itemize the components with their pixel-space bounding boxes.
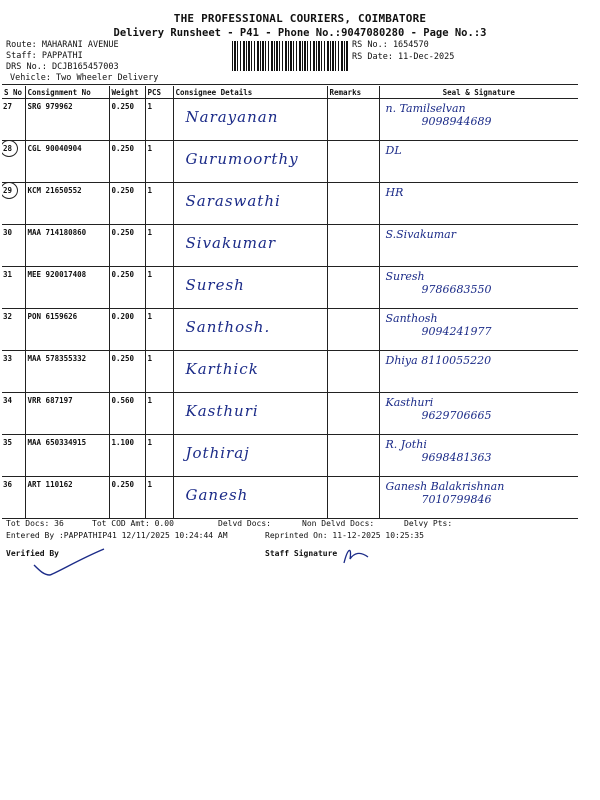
remarks-cell [327,267,379,309]
verified-by-label: Verified By [6,549,59,558]
consignment-no: MAA 578355332 [27,354,87,363]
staff-label: Staff: PAPPATHI [6,51,83,61]
col-header-sno: S No [2,86,25,99]
col-header-consignment: Consignment No [25,86,109,99]
drs-number: DRS No.: DCJB165457003 [6,62,119,72]
reprinted-on: Reprinted On: 11-12-2025 10:25:35 [265,531,424,540]
signature-text: Kasthuri [385,396,434,409]
row-sno: 30 [3,228,13,237]
signature-cell [379,183,578,225]
row-sno: 36 [3,480,13,489]
remarks-cell [327,99,379,141]
delivered-docs: Delvd Docs: [218,519,271,528]
header-rule [2,84,578,85]
entered-by: Entered By :PAPPATHIP41 12/11/2025 10:24:44 AM [6,531,228,540]
signature-cell [379,99,578,141]
weight: 0.200 [111,312,135,321]
col-header-weight: Weight [109,86,145,99]
pcs: 1 [147,312,153,321]
signature-cell [379,351,578,393]
remarks-cell [327,351,379,393]
pcs: 1 [147,102,153,111]
consignee-name: Saraswathi [185,192,281,210]
consignee-name: Ganesh [185,486,249,504]
pcs: 1 [147,354,153,363]
signature-text: R. Jothi [385,438,427,451]
signature-text: Ganesh Balakrishnan [385,480,505,493]
staff-signature-label: Staff Signature [265,549,338,558]
consignment-no: MEE 920017408 [27,270,87,279]
signature-text: HR [385,186,404,199]
signature-cell [379,309,578,351]
consignee-name: Gurumoorthy [185,150,299,168]
total-docs: Tot Docs: 36 [6,519,64,528]
weight: 0.250 [111,354,135,363]
table-header-row [2,86,578,99]
total-cod-amount: Tot COD Amt: 0.00 [92,519,174,528]
consignment-no: MAA 714180860 [27,228,87,237]
consignment-no: VRR 687197 [27,396,73,405]
signature-text: S.Sivakumar [385,228,456,241]
weight: 0.250 [111,186,135,195]
signature-text: Suresh [385,270,425,283]
row-sno: 28 [3,144,13,153]
signature-phone: 9698481363 [421,451,492,464]
signature-cell [379,141,578,183]
consignment-no: ART 110162 [27,480,73,489]
weight: 0.250 [111,102,135,111]
remarks-cell [327,309,379,351]
row-sno: 32 [3,312,13,321]
row-sno: 31 [3,270,13,279]
signature-cell [379,435,578,477]
consignee-name: Kasthuri [185,402,259,420]
row-sno: 34 [3,396,13,405]
barcode [232,41,348,71]
signature-phone: 9094241977 [421,325,492,338]
pcs: 1 [147,396,153,405]
vehicle-label: Vehicle: Two Wheeler Delivery [10,73,159,83]
table-row [2,351,578,393]
non-delivered-docs: Non Delvd Docs: [302,519,375,528]
row-sno: 33 [3,354,13,363]
rs-number: RS No.: 1654570 [352,40,429,50]
table-row [2,309,578,351]
weight: 0.250 [111,480,135,489]
pcs: 1 [147,228,153,237]
consignee-name: Suresh [185,276,245,294]
table-row [2,267,578,309]
table-row [2,225,578,267]
signature-phone: 9098944689 [421,115,492,128]
consignee-name: Narayanan [185,108,279,126]
remarks-cell [327,435,379,477]
consignment-no: KCM 21650552 [27,186,82,195]
pcs: 1 [147,186,153,195]
route-label: Route: MAHARANI AVENUE [6,40,119,50]
signature-cell [379,477,578,519]
company-title: THE PROFESSIONAL COURIERS, COIMBATORE [173,12,427,25]
weight: 0.560 [111,396,135,405]
remarks-cell [327,393,379,435]
col-header-remarks: Remarks [327,86,379,99]
weight: 0.250 [111,270,135,279]
pcs: 1 [147,144,153,153]
consignment-no: PON 6159626 [27,312,78,321]
consignee-name: Karthick [185,360,259,378]
row-sno: 29 [3,186,13,195]
table-row [2,99,578,141]
consignee-name: Sivakumar [185,234,277,252]
remarks-cell [327,225,379,267]
table-row [2,435,578,477]
rs-date: RS Date: 11-Dec-2025 [352,52,455,62]
staff-signature-mark [342,545,372,567]
consignment-no: MAA 650334915 [27,438,87,447]
weight: 0.250 [111,144,135,153]
runsheet-table [2,86,578,519]
remarks-cell [327,477,379,519]
table-row [2,183,578,225]
signature-text: Santhosh [385,312,438,325]
signature-cell [379,393,578,435]
col-header-consignee: Consignee Details [173,86,327,99]
table-row [2,141,578,183]
table-row [2,393,578,435]
signature-text: DL [385,144,402,157]
signature-text: n. Tamilselvan [385,102,466,115]
consignee-name: Santhosh. [185,318,271,336]
signature-phone: 9786683550 [421,283,492,296]
weight: 1.100 [111,438,135,447]
delivery-points: Delvy Pts: [404,519,453,528]
weight: 0.250 [111,228,135,237]
remarks-cell [327,183,379,225]
col-header-pcs: PCS [145,86,173,99]
pcs: 1 [147,270,153,279]
row-sno: 35 [3,438,13,447]
table-row [2,477,578,519]
consignee-name: Jothiraj [185,444,250,462]
signature-cell [379,225,578,267]
signature-cell [379,267,578,309]
row-sno: 27 [3,102,13,111]
signature-text: Dhiya 8110055220 [385,354,492,367]
col-header-signature: Seal & Signature [379,86,578,99]
consignment-no: CGL 90040904 [27,144,82,153]
remarks-cell [327,141,379,183]
verified-signature-mark [30,545,110,581]
pcs: 1 [147,438,153,447]
signature-phone: 7010799846 [421,493,492,506]
consignment-no: SRG 979962 [27,102,73,111]
pcs: 1 [147,480,153,489]
signature-phone: 9629706665 [421,409,492,422]
runsheet-subtitle: Delivery Runsheet - P41 - Phone No.:9047080280 - Page No.:3 [113,27,487,39]
